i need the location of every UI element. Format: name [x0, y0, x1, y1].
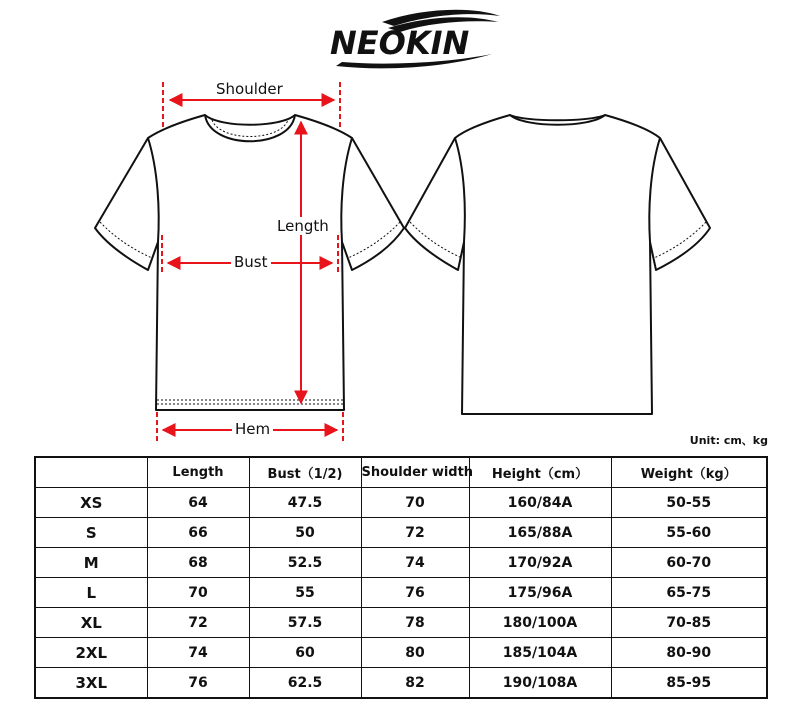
- back-shirt-outline: [405, 115, 710, 414]
- table-row: [35, 488, 767, 518]
- weight-cell: 50-55: [611, 488, 767, 518]
- table-row: [35, 518, 767, 548]
- hem-label: Hem: [232, 420, 273, 438]
- height-cell: 185/104A: [469, 638, 611, 668]
- table-row: [35, 548, 767, 578]
- weight-cell: 65-75: [611, 578, 767, 608]
- length-cell: 70: [147, 578, 249, 608]
- unit-note: Unit: cm、kg: [689, 434, 768, 447]
- weight-cell: 55-60: [611, 518, 767, 548]
- size-cell: XS: [35, 488, 147, 518]
- shoulder-cell: 78: [361, 608, 469, 638]
- height-cell: 165/88A: [469, 518, 611, 548]
- size-chart-table: [34, 456, 768, 699]
- length-cell: 76: [147, 668, 249, 699]
- header-height: Height（cm）: [469, 457, 611, 488]
- bust-cell: 50: [249, 518, 361, 548]
- length-cell: 72: [147, 608, 249, 638]
- length-cell: 74: [147, 638, 249, 668]
- table-row: [35, 608, 767, 638]
- length-cell: 66: [147, 518, 249, 548]
- shoulder-cell: 72: [361, 518, 469, 548]
- shoulder-cell: 70: [361, 488, 469, 518]
- weight-cell: 80-90: [611, 638, 767, 668]
- size-cell: 3XL: [35, 668, 147, 699]
- height-cell: 190/108A: [469, 668, 611, 699]
- header-weight: Weight（kg）: [611, 457, 767, 488]
- shoulder-cell: 82: [361, 668, 469, 699]
- size-cell: L: [35, 578, 147, 608]
- weight-cell: 85-95: [611, 668, 767, 699]
- table-header-row: [35, 457, 767, 488]
- shoulder-cell: 74: [361, 548, 469, 578]
- shoulder-label: Shoulder: [213, 80, 286, 98]
- length-label: Length: [274, 217, 332, 235]
- size-cell: S: [35, 518, 147, 548]
- bust-cell: 52.5: [249, 548, 361, 578]
- bust-cell: 60: [249, 638, 361, 668]
- length-cell: 64: [147, 488, 249, 518]
- bust-cell: 62.5: [249, 668, 361, 699]
- table-row: [35, 638, 767, 668]
- bust-cell: 47.5: [249, 488, 361, 518]
- shoulder-cell: 76: [361, 578, 469, 608]
- length-cell: 68: [147, 548, 249, 578]
- header-length: Length: [147, 457, 249, 488]
- header-bust: Bust（1/2): [249, 457, 361, 488]
- height-cell: 180/100A: [469, 608, 611, 638]
- height-cell: 175/96A: [469, 578, 611, 608]
- header-shoulder-width: Shoulder width: [361, 457, 469, 488]
- size-cell: XL: [35, 608, 147, 638]
- bust-cell: 57.5: [249, 608, 361, 638]
- shoulder-cell: 80: [361, 638, 469, 668]
- bust-label: Bust: [231, 253, 271, 271]
- size-cell: 2XL: [35, 638, 147, 668]
- brand-name: NEOKIN: [330, 24, 470, 62]
- weight-cell: 70-85: [611, 608, 767, 638]
- height-cell: 170/92A: [469, 548, 611, 578]
- header-size: [35, 457, 147, 488]
- size-cell: M: [35, 548, 147, 578]
- table-row: [35, 668, 767, 699]
- height-cell: 160/84A: [469, 488, 611, 518]
- table-row: [35, 578, 767, 608]
- weight-cell: 60-70: [611, 548, 767, 578]
- bust-cell: 55: [249, 578, 361, 608]
